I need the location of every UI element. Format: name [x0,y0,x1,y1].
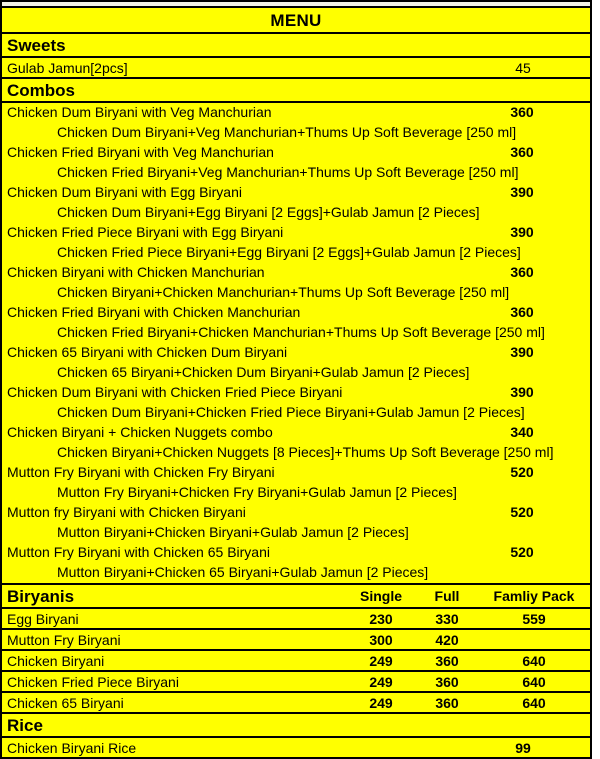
price-full: 360 [435,695,459,711]
menu-item [2,343,590,363]
menu-item-price: 360 [510,264,534,280]
menu-item-name: Mutton Fry Biryani with Chicken Fry Biryani [7,464,275,480]
table-row [0,630,592,651]
menu-item-price: 520 [510,464,534,480]
price-single: 300 [369,632,393,648]
column-headers [346,585,590,607]
menu-item-price: 360 [510,104,534,120]
menu-item [0,738,592,759]
menu-item [2,463,590,483]
price-cells [346,651,590,670]
menu-item-description: Chicken Dum Biryani+Egg Biryani [2 Eggs]+Gulab Jamun [2 Pieces] [57,204,480,220]
section-header-label: Sweets [7,36,66,55]
menu-item-name: Chicken Fried Piece Biryani with Egg Biryani [7,224,284,240]
menu-item-name: Gulab Jamun[2pcs] [7,60,128,76]
price-cells [346,630,590,649]
column-header-family-pack: Famliy Pack [493,588,575,604]
menu-item-name: Chicken Dum Biryani with Egg Biryani [7,184,242,200]
price-full: 420 [435,632,459,648]
menu-item-description: Chicken 65 Biryani+Chicken Dum Biryani+Gulab Jamun [2 Pieces] [57,364,470,380]
price-cells [346,672,590,691]
menu-item-name: Chicken 65 Biryani [7,695,124,711]
price-single: 249 [369,695,393,711]
menu-item [2,223,590,243]
table-row [0,693,592,714]
section-header-biryanis [0,585,592,609]
section-header-label: Combos [7,81,75,100]
menu-item-price: 360 [510,144,534,160]
menu-item-name: Chicken Dum Biryani with Chicken Fried Piece Biryani [7,384,343,400]
section-header-combos [0,79,592,103]
menu-item-description: Chicken Fried Piece Biryani+Egg Biryani [2 Eggs]+Gulab Jamun [2 Pieces] [57,244,521,260]
menu-item-name: Egg Biryani [7,611,79,627]
menu-item-name: Chicken Biryani [7,653,105,669]
menu-item-name: Chicken Biryani Rice [7,740,137,756]
menu-item-name: Mutton Fry Biryani with Chicken 65 Biryani [7,544,270,560]
menu-item-price: 360 [510,304,534,320]
menu-item [2,543,590,563]
menu-item-price: 390 [510,184,534,200]
menu-item-name: Chicken Fried Biryani with Veg Manchurian [7,144,274,160]
menu-item [2,143,590,163]
menu-item-description: Mutton Biryani+Chicken 65 Biryani+Gulab Jamun [2 Pieces] [57,564,429,580]
menu-item-name: Mutton fry Biryani with Chicken Biryani [7,504,246,520]
price-family-pack: 640 [522,674,546,690]
column-header-single: Single [359,588,402,604]
menu-item-name: Chicken Biryani + Chicken Nuggets combo [7,424,273,440]
table-row [0,609,592,630]
price-cells [346,693,590,712]
section-header-label: Biryanis [7,587,75,606]
menu-item-name: Chicken Fried Piece Biryani [7,674,179,690]
combos-list [0,103,592,585]
menu-item [2,423,590,443]
section-header-label: Rice [7,716,43,735]
column-header-full: Full [434,588,460,604]
table-row [0,651,592,672]
menu-item [2,103,590,123]
top-cutoff-strip [0,0,592,8]
menu-item-name: Mutton Fry Biryani [7,632,121,648]
menu-item [2,183,590,203]
price-family-pack: 640 [522,695,546,711]
menu-item [2,503,590,523]
menu-item-description: Chicken Fried Biryani+Veg Manchurian+Thums Up Soft Beverage [250 ml] [57,164,519,180]
menu-title: MENU [0,8,592,34]
menu-item [0,58,592,79]
menu-item-price: 390 [510,344,534,360]
menu-item-name: Chicken Fried Biryani with Chicken Manchurian [7,304,301,320]
section-header-rice [0,714,592,738]
table-row [0,672,592,693]
price-full: 360 [435,653,459,669]
menu-item [2,383,590,403]
menu-item-description: Chicken Dum Biryani+Chicken Fried Piece Biryani+Gulab Jamun [2 Pieces] [57,404,525,420]
price-family-pack: 640 [522,653,546,669]
menu-item-name: Chicken Dum Biryani with Veg Manchurian [7,104,272,120]
price-single: 249 [369,674,393,690]
menu-item-price: 390 [510,224,534,240]
menu-item-name: Chicken 65 Biryani with Chicken Dum Biryani [7,344,288,360]
price-full: 330 [435,611,459,627]
menu-item-price: 390 [510,384,534,400]
menu-item-price: 340 [510,424,534,440]
price-cells [346,609,590,628]
menu-item [2,303,590,323]
menu-item-name: Chicken Biryani with Chicken Manchurian [7,264,265,280]
menu-item-description: Chicken Fried Biryani+Chicken Manchurian+Thums Up Soft Beverage [250 ml] [57,324,545,340]
menu-item-price: 520 [510,504,534,520]
menu-item-price: 99 [515,740,531,756]
section-header-sweets [0,34,592,58]
menu-item-price: 520 [510,544,534,560]
menu-item [2,263,590,283]
menu-sections [0,34,592,759]
price-single: 230 [369,611,393,627]
menu-item-price: 45 [515,60,531,76]
menu-item-description: Mutton Biryani+Chicken Biryani+Gulab Jamun [2 Pieces] [57,524,409,540]
price-family-pack: 559 [522,611,546,627]
menu-item-description: Mutton Fry Biryani+Chicken Fry Biryani+Gulab Jamun [2 Pieces] [57,484,457,500]
price-full: 360 [435,674,459,690]
menu-item-description: Chicken Biryani+Chicken Nuggets [8 Pieces]+Thums Up Soft Beverage [250 ml] [57,444,554,460]
menu-item-description: Chicken Biryani+Chicken Manchurian+Thums Up Soft Beverage [250 ml] [57,284,510,300]
menu-item-description: Chicken Dum Biryani+Veg Manchurian+Thums Up Soft Beverage [250 ml] [57,124,517,140]
price-single: 249 [369,653,393,669]
